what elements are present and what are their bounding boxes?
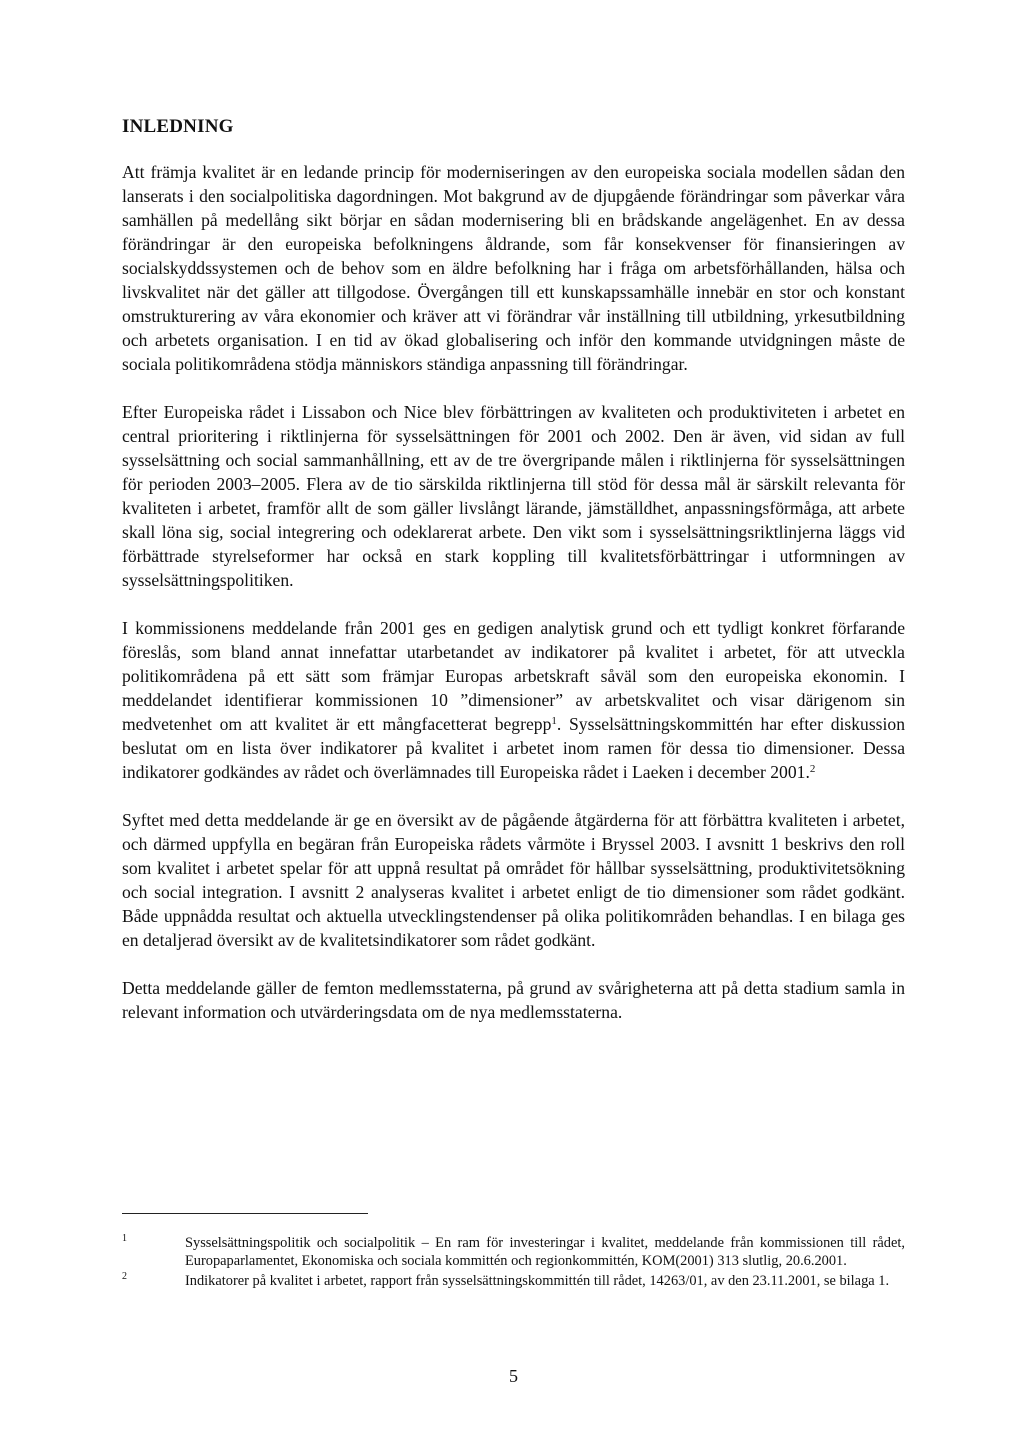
paragraph-3-part-2: . Sysselsättningskommittén har efter diskussion beslutat om en lista över indikatorer på kvalitet i arbetet inom ramen för dessa tio dimensioner. Dessa indikatorer godkändes av rådet och överlämnades till Europeiska rådet i Laeken i december 2001. xyxy=(122,714,906,782)
body-text xyxy=(122,160,905,1048)
page-number: 5 xyxy=(509,1366,518,1386)
footnotes xyxy=(122,1234,905,1292)
footnote-1 xyxy=(122,1234,905,1270)
paragraph-3-part-1: I kommissionens meddelande från 2001 ges en gedigen analytisk grund och ett tydligt konkret förfarande föreslås, som bland annat innefattar utarbetandet av indikatorer på kvalitet i arbetet, för att utveckla politikområdena på ett sätt som främjar Europas arbetskraft såväl som den europeiska ekonomin. I meddelandet identifierar kommissionen 10 ”dimensioner” av arbetskvalitet och visar därigenom sin medvetenhet om att kvalitet är ett mångfacetterat begrepp xyxy=(122,618,905,734)
footnote-ref-1[interactable]: 1 xyxy=(551,715,557,727)
footnote-ref-2[interactable]: 2 xyxy=(809,763,816,775)
footnote-text: Sysselsättningspolitik och socialpolitik – En ram för investeringar i kvalitet, meddelande från kommissionen till rådet, Europaparlamentet, Ekonomiska och sociala kommittén och regionkommittén, KOM(2001) 313 slutlig, 20.6.2001. xyxy=(185,1235,905,1269)
paragraph-2: Efter Europeiska rådet i Lissabon och Nice blev förbättringen av kvaliteten och produktiviteten i arbetet en central prioritering i riktlinjerna för sysselsättningen för 2001 och 2002. Den är även, vid sidan av full sysselsättning och social sammanhållning, ett av de tre övergripande målen i riktlinjerna för sysselsättningen för perioden 2003–2005. Flera av de tio särskilda riktlinjerna till stöd för dessa mål är särskilt relevanta för kvaliteten i arbetet, framför allt de som gäller livslångt lärande, jämställdhet, anpassningsförmåga, att arbete skall löna sig, social integrering och odeklarerat arbete. Den vikt som i sysselsättningsriktlinjerna läggs vid förbättrade styrelseformer har också en stark koppling till kvalitetsförbättringar i utformningen av sysselsättningspolitiken. xyxy=(122,402,905,590)
footnote-number: 2 xyxy=(122,1271,127,1282)
footnote-divider xyxy=(122,1213,368,1214)
section-heading: INLEDNING xyxy=(122,116,234,137)
footnote-text: Indikatorer på kvalitet i arbetet, rapport från sysselsättningskommittén till rådet, 14263/01, av den 23.11.2001, se bilaga 1. xyxy=(185,1273,890,1289)
paragraph-5: Detta meddelande gäller de femton medlemsstaterna, på grund av svårigheterna att på detta stadium samla in relevant information och utvärderingsdata om de nya medlemsstaterna. xyxy=(122,978,905,1022)
footnote-2 xyxy=(122,1272,905,1290)
paragraph-3 xyxy=(122,616,905,784)
footnote-number: 1 xyxy=(122,1233,127,1244)
document-page xyxy=(122,0,905,1449)
paragraph-1: Att främja kvalitet är en ledande princip för moderniseringen av den europeiska sociala modellen sådan den lanserats i den socialpolitiska dagordningen. Mot bakgrund av de djupgående förändringar som påverkar våra samhällen på medellång sikt börjar en sådan modernisering bli en brådskande angelägenhet. En av dessa förändringar är den europeiska befolkningens åldrande, som får konsekvenser för finansieringen av socialskyddssystemen och de behov som en äldre befolkning har i fråga om arbetsförhållanden, hälsa och livskvalitet när det gäller att tillgodose. Övergången till ett kunskapssamhälle innebär en stor och konstant omstrukturering av våra ekonomier och kräver att vi förändrar vår inställning till utbildning, yrkesutbildning och arbetets organisation. I en tid av ökad globalisering och inför den kommande utvidgningen måste de sociala politikområdena stödja människors ständiga anpassning till förändringar. xyxy=(122,162,905,374)
paragraph-4: Syftet med detta meddelande är ge en översikt av de pågående åtgärderna för att förbättra kvaliteten i arbetet, och därmed uppfylla en begäran från Europeiska rådets vårmöte i Bryssel 2003. I avsnitt 1 beskrivs den roll som kvalitet i arbetet spelar för att uppnå resultat på området för hållbar sysselsättning, produktivitetsökning och social integration. I avsnitt 2 analyseras kvalitet i arbetet enligt de tio dimensioner som rådet godkänt. Både uppnådda resultat och aktuella utvecklingstendenser på olika politikområden behandlas. I en bilaga ges en detaljerad översikt av de kvalitetsindikatorer som rådet godkänt. xyxy=(122,810,905,950)
